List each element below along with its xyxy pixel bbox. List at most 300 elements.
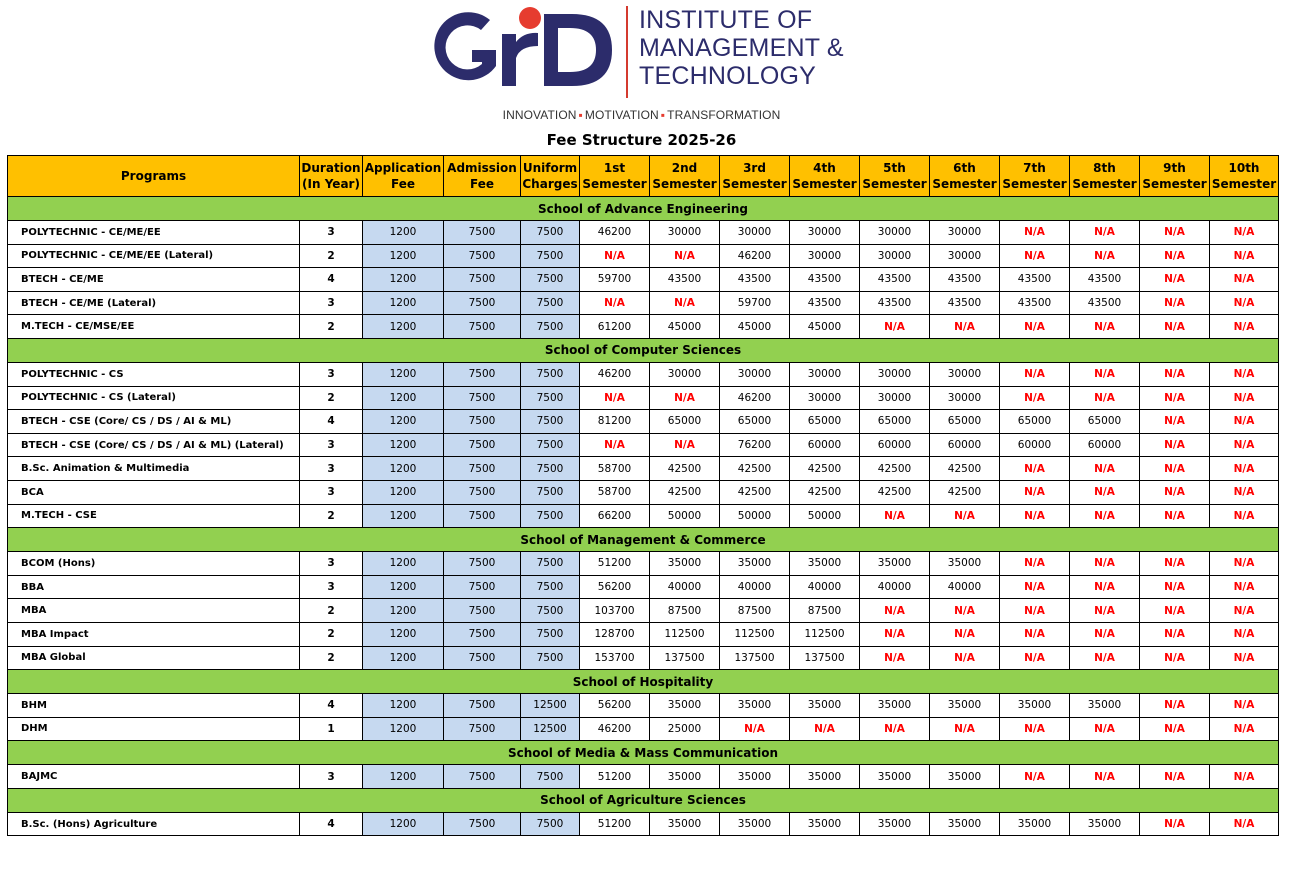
semester-fee-cell: 45000 xyxy=(790,315,860,339)
semester-fee-cell: 61200 xyxy=(580,315,650,339)
application-fee-cell: 1200 xyxy=(363,504,444,528)
semester-fee-cell: N/A xyxy=(650,244,720,268)
column-header-label: Fee xyxy=(391,177,415,191)
semester-fee-cell: 42500 xyxy=(790,480,860,504)
semester-fee-cell: 43500 xyxy=(1070,291,1140,315)
column-header-label: 4th xyxy=(813,161,836,175)
semester-fee-cell: N/A xyxy=(1210,221,1279,245)
application-fee-cell: 1200 xyxy=(363,386,444,410)
column-header-label: 7th xyxy=(1023,161,1046,175)
semester-fee-cell: N/A xyxy=(1000,599,1070,623)
admission-fee-cell: 7500 xyxy=(444,694,521,718)
semester-fee-cell: 51200 xyxy=(580,765,650,789)
semester-fee-cell: 50000 xyxy=(790,504,860,528)
column-header-label: Programs xyxy=(120,169,187,183)
semester-fee-cell: N/A xyxy=(1210,362,1279,386)
table-row xyxy=(8,504,1279,528)
table-body xyxy=(8,197,1279,836)
semester-fee-cell: 45000 xyxy=(650,315,720,339)
semester-fee-cell: N/A xyxy=(1070,386,1140,410)
semester-fee-cell: N/A xyxy=(1070,552,1140,576)
semester-fee-cell: N/A xyxy=(1140,221,1210,245)
semester-fee-cell: 42500 xyxy=(650,457,720,481)
application-fee-cell: 1200 xyxy=(363,694,444,718)
semester-fee-cell: 137500 xyxy=(650,646,720,670)
semester-fee-cell: 42500 xyxy=(720,480,790,504)
semester-fee-cell: N/A xyxy=(860,646,930,670)
semester-fee-cell: 60000 xyxy=(930,433,1000,457)
table-row xyxy=(8,812,1279,836)
column-header-label: Semester xyxy=(652,177,717,191)
semester-fee-cell: 65000 xyxy=(1070,410,1140,434)
semester-fee-cell: N/A xyxy=(1210,646,1279,670)
semester-fee-cell: 58700 xyxy=(580,457,650,481)
semester-fee-cell: 65000 xyxy=(860,410,930,434)
program-name: POLYTECHNIC - CS xyxy=(8,362,300,386)
table-row xyxy=(8,694,1279,718)
semester-fee-cell: 137500 xyxy=(790,646,860,670)
semester-fee-cell: N/A xyxy=(1000,457,1070,481)
program-name: POLYTECHNIC - CE/ME/EE (Lateral) xyxy=(8,244,300,268)
application-fee-cell: 1200 xyxy=(363,268,444,292)
semester-fee-cell: 59700 xyxy=(580,268,650,292)
admission-fee-cell: 7500 xyxy=(444,504,521,528)
semester-fee-cell: 30000 xyxy=(930,386,1000,410)
semester-fee-cell: 40000 xyxy=(790,575,860,599)
semester-fee-cell: 65000 xyxy=(790,410,860,434)
semester-fee-cell: N/A xyxy=(1000,622,1070,646)
semester-fee-cell: N/A xyxy=(1140,812,1210,836)
uniform-charges-cell: 7500 xyxy=(521,410,580,434)
semester-fee-cell: 65000 xyxy=(720,410,790,434)
application-fee-cell: 1200 xyxy=(363,480,444,504)
admission-fee-cell: 7500 xyxy=(444,268,521,292)
semester-fee-cell: N/A xyxy=(1140,457,1210,481)
semester-fee-cell: 35000 xyxy=(650,694,720,718)
institute-name-line: MANAGEMENT & xyxy=(639,34,844,62)
duration-cell: 4 xyxy=(300,694,363,718)
semester-fee-cell: 35000 xyxy=(650,765,720,789)
semester-fee-cell: 35000 xyxy=(720,694,790,718)
semester-fee-cell: 30000 xyxy=(790,362,860,386)
admission-fee-cell: 7500 xyxy=(444,410,521,434)
semester-fee-cell: 35000 xyxy=(1000,694,1070,718)
semester-fee-cell: 76200 xyxy=(720,433,790,457)
duration-cell: 3 xyxy=(300,362,363,386)
semester-fee-cell: N/A xyxy=(1140,575,1210,599)
semester-fee-cell: N/A xyxy=(1140,315,1210,339)
semester-fee-cell: 30000 xyxy=(930,244,1000,268)
semester-fee-cell: N/A xyxy=(930,717,1000,741)
semester-fee-cell: 35000 xyxy=(860,812,930,836)
semester-fee-cell: 30000 xyxy=(790,244,860,268)
semester-fee-cell: N/A xyxy=(580,433,650,457)
tagline-separator: ▪ xyxy=(578,108,583,122)
semester-fee-cell: N/A xyxy=(1070,622,1140,646)
semester-fee-cell: N/A xyxy=(580,291,650,315)
semester-fee-cell: N/A xyxy=(1140,244,1210,268)
semester-fee-cell: 128700 xyxy=(580,622,650,646)
column-header-label: 9th xyxy=(1163,161,1186,175)
admission-fee-cell: 7500 xyxy=(444,599,521,623)
semester-fee-cell: N/A xyxy=(1210,552,1279,576)
table-row xyxy=(8,646,1279,670)
semester-fee-cell: N/A xyxy=(1210,457,1279,481)
semester-fee-cell: 35000 xyxy=(930,812,1000,836)
program-name: M.TECH - CE/MSE/EE xyxy=(8,315,300,339)
semester-fee-cell: 35000 xyxy=(860,552,930,576)
semester-fee-cell: N/A xyxy=(1210,433,1279,457)
semester-fee-cell: 43500 xyxy=(860,291,930,315)
semester-fee-cell: N/A xyxy=(1000,575,1070,599)
document-title: Fee Structure 2025-26 xyxy=(546,131,737,149)
column-header-label: Semester xyxy=(862,177,927,191)
semester-fee-cell: N/A xyxy=(1140,362,1210,386)
semester-fee-cell: N/A xyxy=(1000,646,1070,670)
semester-fee-cell: N/A xyxy=(860,599,930,623)
column-header-label: 2nd xyxy=(671,161,698,175)
semester-fee-cell: 30000 xyxy=(720,221,790,245)
uniform-charges-cell: 7500 xyxy=(521,457,580,481)
semester-fee-cell: 60000 xyxy=(1000,433,1070,457)
table-row xyxy=(8,575,1279,599)
column-header-label: Semester xyxy=(932,177,997,191)
uniform-charges-cell: 12500 xyxy=(521,694,580,718)
duration-cell: 4 xyxy=(300,812,363,836)
table-row xyxy=(8,386,1279,410)
semester-fee-cell: 35000 xyxy=(1070,812,1140,836)
admission-fee-cell: 7500 xyxy=(444,646,521,670)
uniform-charges-cell: 7500 xyxy=(521,221,580,245)
application-fee-cell: 1200 xyxy=(363,362,444,386)
table-row xyxy=(8,268,1279,292)
semester-fee-cell: 50000 xyxy=(650,504,720,528)
duration-cell: 1 xyxy=(300,717,363,741)
duration-cell: 2 xyxy=(300,599,363,623)
semester-fee-cell: N/A xyxy=(580,386,650,410)
semester-fee-cell: 59700 xyxy=(720,291,790,315)
application-fee-cell: 1200 xyxy=(363,812,444,836)
uniform-charges-cell: 7500 xyxy=(521,622,580,646)
semester-fee-cell: 65000 xyxy=(930,410,1000,434)
tagline-word: MOTIVATION xyxy=(584,108,659,122)
admission-fee-cell: 7500 xyxy=(444,244,521,268)
uniform-charges-cell: 7500 xyxy=(521,480,580,504)
uniform-charges-cell: 7500 xyxy=(521,765,580,789)
semester-fee-cell: 112500 xyxy=(720,622,790,646)
semester-fee-cell: N/A xyxy=(1210,504,1279,528)
column-header-label: Semester xyxy=(1142,177,1207,191)
duration-cell: 2 xyxy=(300,315,363,339)
application-fee-cell: 1200 xyxy=(363,457,444,481)
semester-fee-cell: 43500 xyxy=(720,268,790,292)
duration-cell: 3 xyxy=(300,221,363,245)
semester-fee-cell: N/A xyxy=(1070,717,1140,741)
semester-fee-cell: N/A xyxy=(1000,386,1070,410)
semester-fee-cell: 42500 xyxy=(860,457,930,481)
semester-fee-cell: 35000 xyxy=(1000,812,1070,836)
semester-fee-cell: 43500 xyxy=(790,291,860,315)
semester-fee-cell: N/A xyxy=(1000,717,1070,741)
semester-fee-cell: N/A xyxy=(1140,291,1210,315)
uniform-charges-cell: 7500 xyxy=(521,646,580,670)
application-fee-cell: 1200 xyxy=(363,622,444,646)
semester-fee-cell: 35000 xyxy=(790,812,860,836)
uniform-charges-cell: 7500 xyxy=(521,362,580,386)
semester-fee-cell: N/A xyxy=(1000,315,1070,339)
section-title: School of Computer Sciences xyxy=(8,338,1279,362)
uniform-charges-cell: 7500 xyxy=(521,315,580,339)
table-row xyxy=(8,480,1279,504)
duration-cell: 3 xyxy=(300,433,363,457)
program-name: BTECH - CSE (Core/ CS / DS / AI & ML) xyxy=(8,410,300,434)
semester-fee-cell: 43500 xyxy=(1000,291,1070,315)
column-header xyxy=(521,156,580,197)
table-header xyxy=(8,156,1279,197)
semester-fee-cell: N/A xyxy=(580,244,650,268)
semester-fee-cell: 40000 xyxy=(860,575,930,599)
semester-fee-cell: N/A xyxy=(930,504,1000,528)
semester-fee-cell: N/A xyxy=(1000,765,1070,789)
admission-fee-cell: 7500 xyxy=(444,717,521,741)
program-name: BCOM (Hons) xyxy=(8,552,300,576)
logo-divider xyxy=(626,6,628,98)
application-fee-cell: 1200 xyxy=(363,552,444,576)
column-header xyxy=(860,156,930,197)
semester-fee-cell: N/A xyxy=(1140,694,1210,718)
semester-fee-cell: 153700 xyxy=(580,646,650,670)
semester-fee-cell: N/A xyxy=(1210,622,1279,646)
semester-fee-cell: 30000 xyxy=(930,362,1000,386)
semester-fee-cell: N/A xyxy=(860,717,930,741)
semester-fee-cell: N/A xyxy=(1210,765,1279,789)
duration-cell: 3 xyxy=(300,575,363,599)
semester-fee-cell: 65000 xyxy=(650,410,720,434)
admission-fee-cell: 7500 xyxy=(444,433,521,457)
semester-fee-cell: N/A xyxy=(1140,268,1210,292)
column-header xyxy=(1210,156,1279,197)
column-header xyxy=(300,156,363,197)
table-row xyxy=(8,599,1279,623)
semester-fee-cell: N/A xyxy=(860,504,930,528)
semester-fee-cell: N/A xyxy=(1210,812,1279,836)
column-header-label: 6th xyxy=(953,161,976,175)
semester-fee-cell: N/A xyxy=(1210,315,1279,339)
table-row xyxy=(8,717,1279,741)
semester-fee-cell: 35000 xyxy=(650,812,720,836)
semester-fee-cell: N/A xyxy=(1000,362,1070,386)
semester-fee-cell: 35000 xyxy=(860,694,930,718)
semester-fee-cell: N/A xyxy=(1140,599,1210,623)
semester-fee-cell: N/A xyxy=(1210,575,1279,599)
semester-fee-cell: N/A xyxy=(1140,410,1210,434)
section-title: School of Media & Mass Communication xyxy=(8,741,1279,765)
semester-fee-cell: 35000 xyxy=(930,694,1000,718)
application-fee-cell: 1200 xyxy=(363,765,444,789)
program-name: BTECH - CSE (Core/ CS / DS / AI & ML) (Lateral) xyxy=(8,433,300,457)
column-header-label: Uniform xyxy=(522,161,578,175)
semester-fee-cell: 43500 xyxy=(1000,268,1070,292)
uniform-charges-cell: 12500 xyxy=(521,717,580,741)
semester-fee-cell: 35000 xyxy=(860,765,930,789)
tagline xyxy=(0,108,1283,122)
column-header xyxy=(1070,156,1140,197)
semester-fee-cell: 30000 xyxy=(930,221,1000,245)
semester-fee-cell: 35000 xyxy=(790,765,860,789)
semester-fee-cell: N/A xyxy=(1000,221,1070,245)
semester-fee-cell: N/A xyxy=(1070,221,1140,245)
semester-fee-cell: 35000 xyxy=(790,694,860,718)
uniform-charges-cell: 7500 xyxy=(521,504,580,528)
semester-fee-cell: N/A xyxy=(1210,291,1279,315)
column-header-label: Semester xyxy=(1002,177,1067,191)
institute-logo xyxy=(432,4,872,100)
institute-name-line: TECHNOLOGY xyxy=(639,62,817,90)
program-name: B.Sc. (Hons) Agriculture xyxy=(8,812,300,836)
semester-fee-cell: 50000 xyxy=(720,504,790,528)
program-name: POLYTECHNIC - CE/ME/EE xyxy=(8,221,300,245)
uniform-charges-cell: 7500 xyxy=(521,599,580,623)
admission-fee-cell: 7500 xyxy=(444,457,521,481)
duration-cell: 2 xyxy=(300,386,363,410)
semester-fee-cell: 30000 xyxy=(860,221,930,245)
semester-fee-cell: N/A xyxy=(930,315,1000,339)
column-header-label: Semester xyxy=(1072,177,1137,191)
semester-fee-cell: 42500 xyxy=(930,457,1000,481)
semester-fee-cell: N/A xyxy=(1210,694,1279,718)
application-fee-cell: 1200 xyxy=(363,410,444,434)
semester-fee-cell: N/A xyxy=(1070,575,1140,599)
semester-fee-cell: 87500 xyxy=(720,599,790,623)
semester-fee-cell: N/A xyxy=(1140,386,1210,410)
institute-name xyxy=(639,6,844,90)
column-header xyxy=(650,156,720,197)
semester-fee-cell: 43500 xyxy=(860,268,930,292)
semester-fee-cell: 112500 xyxy=(790,622,860,646)
semester-fee-cell: 35000 xyxy=(720,812,790,836)
table-row xyxy=(8,433,1279,457)
semester-fee-cell: N/A xyxy=(1210,717,1279,741)
semester-fee-cell: 60000 xyxy=(790,433,860,457)
semester-fee-cell: N/A xyxy=(650,291,720,315)
header-row xyxy=(8,156,1279,197)
column-header-label: Application xyxy=(364,161,442,175)
section-title: School of Management & Commerce xyxy=(8,528,1279,552)
semester-fee-cell: N/A xyxy=(1210,480,1279,504)
tagline-separator: ▪ xyxy=(660,108,666,122)
semester-fee-cell: 35000 xyxy=(720,552,790,576)
program-name: BBA xyxy=(8,575,300,599)
program-name: DHM xyxy=(8,717,300,741)
semester-fee-cell: 42500 xyxy=(650,480,720,504)
semester-fee-cell: 51200 xyxy=(580,812,650,836)
semester-fee-cell: 30000 xyxy=(650,362,720,386)
column-header-label: 8th xyxy=(1093,161,1116,175)
semester-fee-cell: N/A xyxy=(1000,552,1070,576)
semester-fee-cell: 35000 xyxy=(650,552,720,576)
column-header xyxy=(580,156,650,197)
uniform-charges-cell: 7500 xyxy=(521,552,580,576)
section-row xyxy=(8,528,1279,552)
semester-fee-cell: 65000 xyxy=(1000,410,1070,434)
semester-fee-cell: N/A xyxy=(1000,244,1070,268)
semester-fee-cell: N/A xyxy=(1210,268,1279,292)
semester-fee-cell: 46200 xyxy=(580,717,650,741)
semester-fee-cell: 30000 xyxy=(650,221,720,245)
column-header xyxy=(720,156,790,197)
semester-fee-cell: N/A xyxy=(1210,244,1279,268)
tagline-word: INNOVATION xyxy=(502,108,577,122)
table-row xyxy=(8,362,1279,386)
column-header-label: 3rd xyxy=(743,161,766,175)
semester-fee-cell: N/A xyxy=(1070,646,1140,670)
column-header-label: Duration xyxy=(301,161,361,175)
admission-fee-cell: 7500 xyxy=(444,765,521,789)
semester-fee-cell: N/A xyxy=(1140,552,1210,576)
semester-fee-cell: N/A xyxy=(1070,362,1140,386)
application-fee-cell: 1200 xyxy=(363,291,444,315)
admission-fee-cell: 7500 xyxy=(444,480,521,504)
semester-fee-cell: 35000 xyxy=(930,552,1000,576)
duration-cell: 4 xyxy=(300,410,363,434)
table-row xyxy=(8,315,1279,339)
application-fee-cell: 1200 xyxy=(363,315,444,339)
table-row xyxy=(8,765,1279,789)
duration-cell: 3 xyxy=(300,480,363,504)
semester-fee-cell: 30000 xyxy=(790,221,860,245)
application-fee-cell: 1200 xyxy=(363,646,444,670)
semester-fee-cell: 35000 xyxy=(790,552,860,576)
semester-fee-cell: 40000 xyxy=(720,575,790,599)
admission-fee-cell: 7500 xyxy=(444,386,521,410)
section-row xyxy=(8,670,1279,694)
semester-fee-cell: 51200 xyxy=(580,552,650,576)
semester-fee-cell: 46200 xyxy=(720,386,790,410)
program-name: MBA Impact xyxy=(8,622,300,646)
semester-fee-cell: 43500 xyxy=(1070,268,1140,292)
semester-fee-cell: N/A xyxy=(1210,599,1279,623)
admission-fee-cell: 7500 xyxy=(444,812,521,836)
section-title: School of Agriculture Sciences xyxy=(8,788,1279,812)
column-header xyxy=(444,156,521,197)
semester-fee-cell: N/A xyxy=(1070,480,1140,504)
column-header-label: Charges xyxy=(522,177,578,191)
semester-fee-cell: N/A xyxy=(1140,504,1210,528)
section-title: School of Hospitality xyxy=(8,670,1279,694)
semester-fee-cell: 103700 xyxy=(580,599,650,623)
semester-fee-cell: 35000 xyxy=(930,765,1000,789)
document-header xyxy=(0,0,1291,149)
institute-name-line: INSTITUTE OF xyxy=(639,6,813,34)
duration-cell: 4 xyxy=(300,268,363,292)
program-name: BTECH - CE/ME xyxy=(8,268,300,292)
semester-fee-cell: 30000 xyxy=(860,362,930,386)
semester-fee-cell: 42500 xyxy=(720,457,790,481)
semester-fee-cell: N/A xyxy=(1070,599,1140,623)
grd-logo-mark-icon xyxy=(432,4,617,96)
column-header-label: (In Year) xyxy=(302,177,360,191)
column-header xyxy=(1000,156,1070,197)
semester-fee-cell: N/A xyxy=(720,717,790,741)
application-fee-cell: 1200 xyxy=(363,717,444,741)
admission-fee-cell: 7500 xyxy=(444,315,521,339)
semester-fee-cell: 58700 xyxy=(580,480,650,504)
semester-fee-cell: 43500 xyxy=(650,268,720,292)
section-row xyxy=(8,788,1279,812)
semester-fee-cell: N/A xyxy=(790,717,860,741)
duration-cell: 2 xyxy=(300,646,363,670)
semester-fee-cell: N/A xyxy=(1070,504,1140,528)
